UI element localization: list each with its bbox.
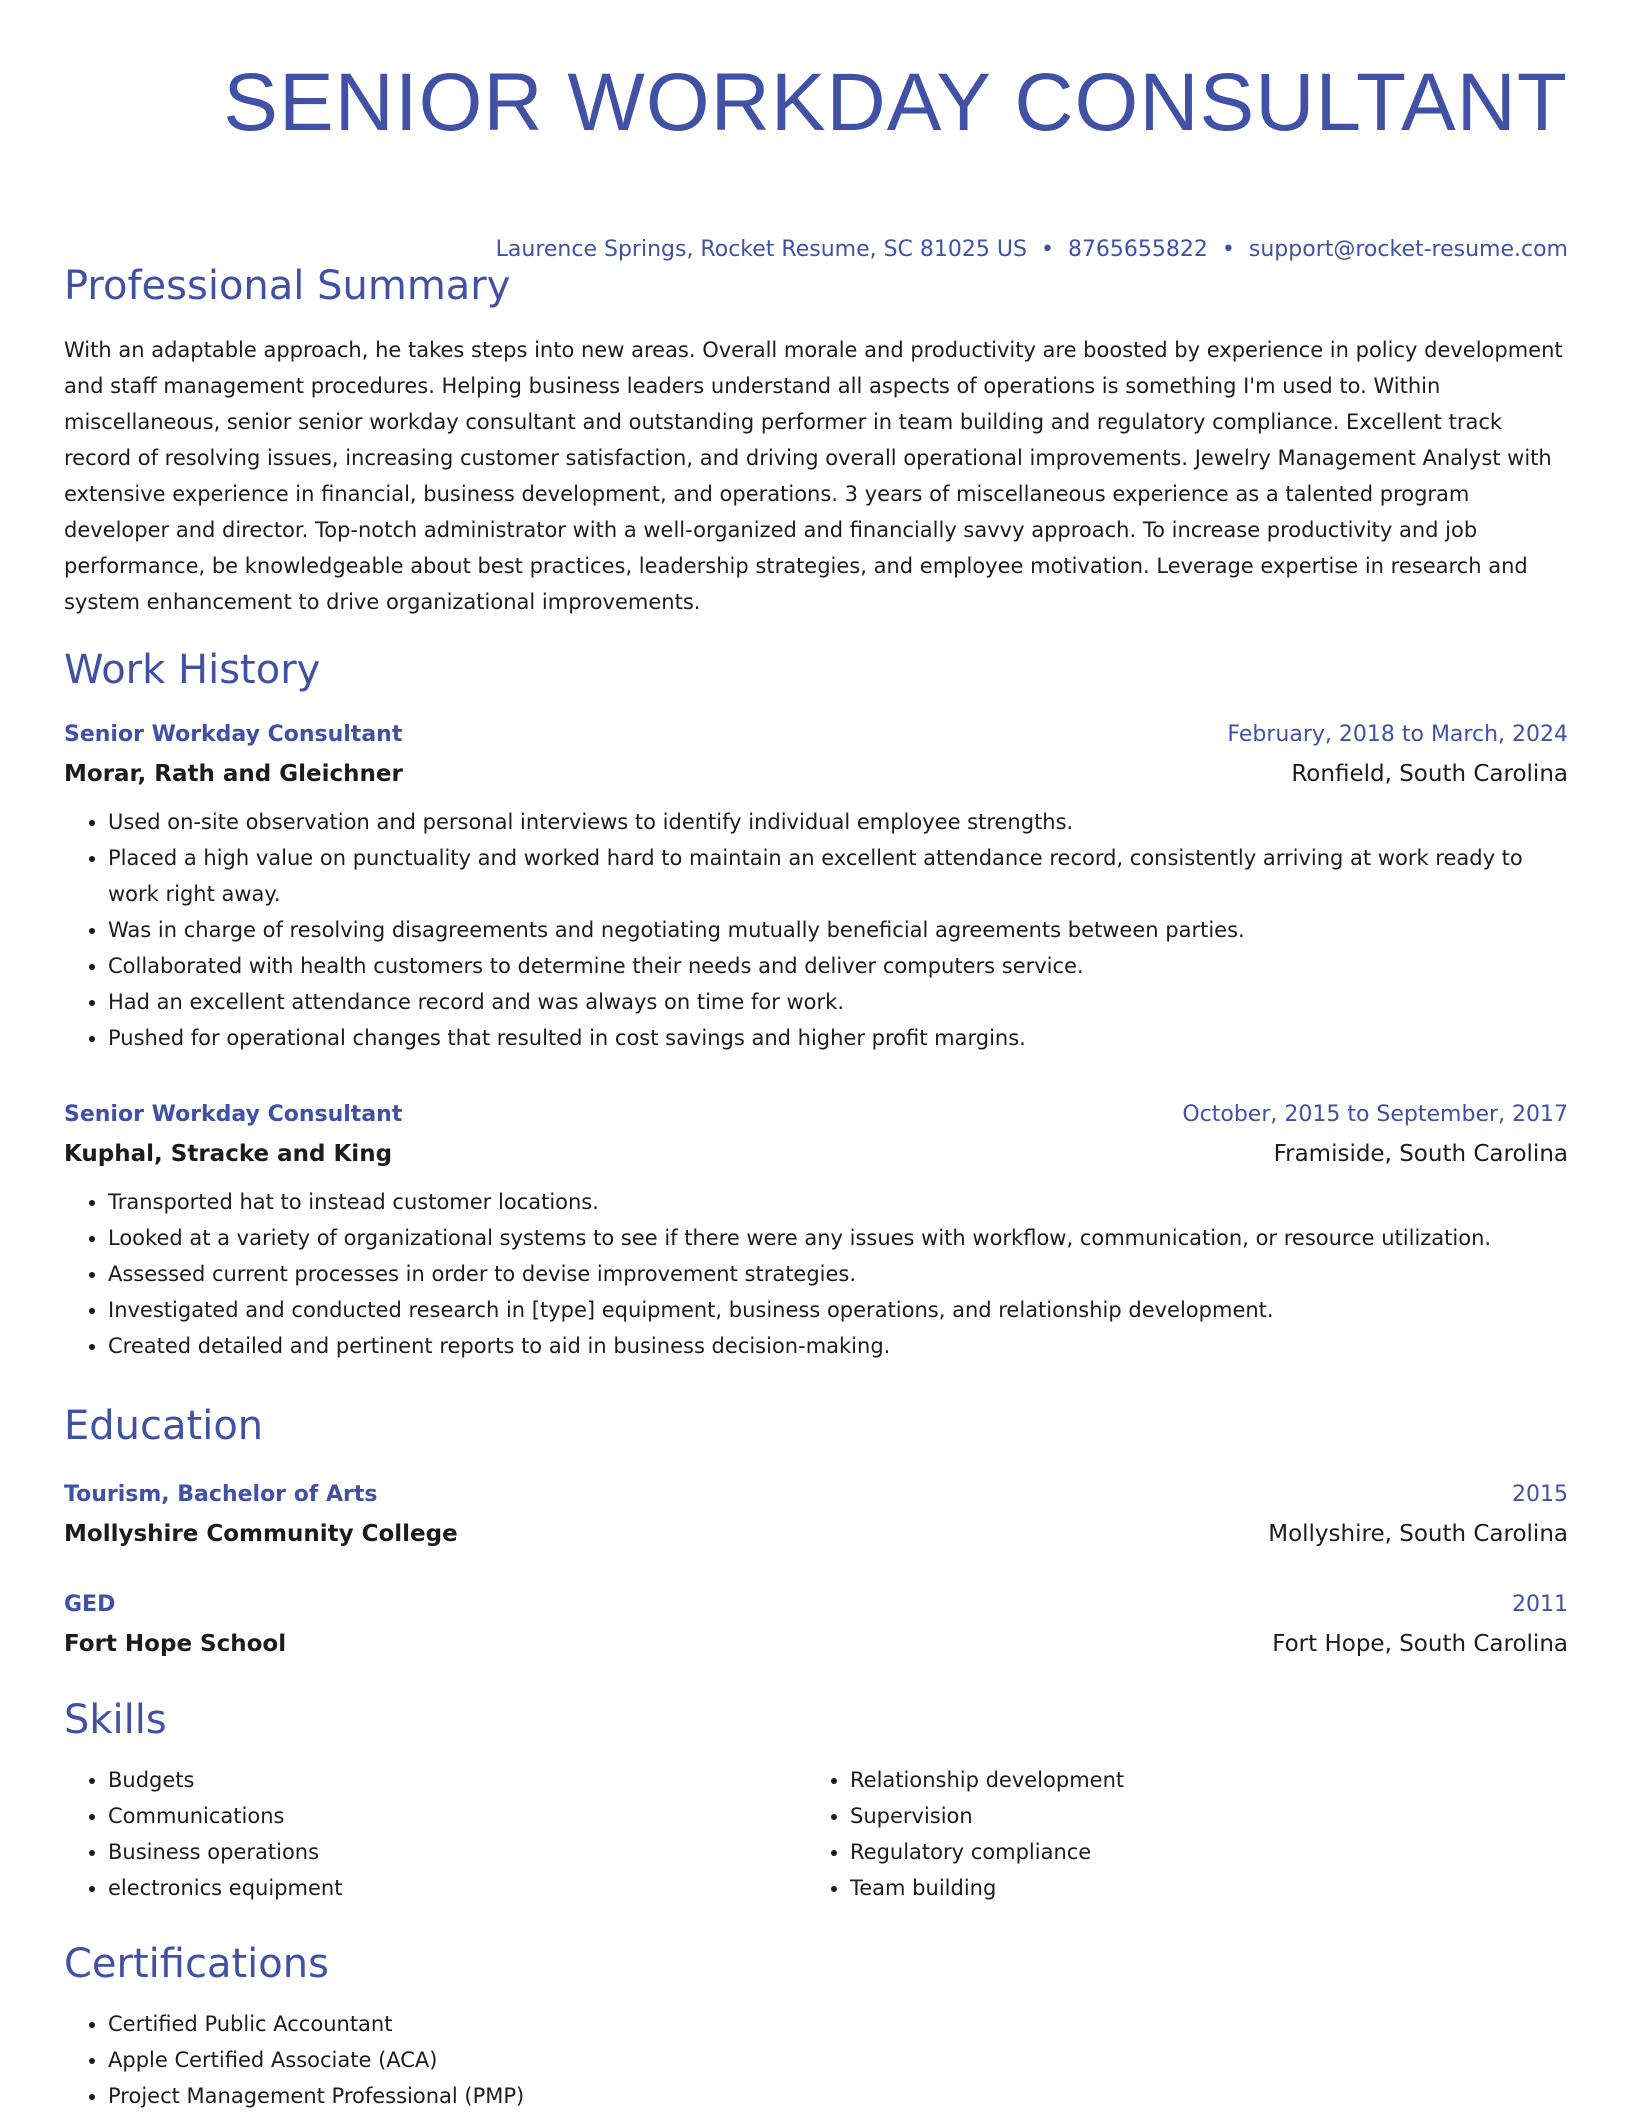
- contact-phone[interactable]: 8765655822: [1067, 237, 1208, 262]
- education-school: Mollyshire Community College: [64, 1521, 458, 1547]
- skills-column-left: [64, 1762, 806, 1906]
- contact-separator: •: [1040, 237, 1054, 262]
- job-bullets: [64, 804, 1568, 1056]
- skill-item: • Relationship development: [850, 1762, 1548, 1798]
- education-location: Fort Hope, South Carolina: [1272, 1631, 1568, 1657]
- job-bullet: • Collaborated with health customers to determine their needs and deliver computers service.: [108, 948, 1568, 984]
- job-bullet: • Used on-site observation and personal interviews to identify individual employee strengths.: [108, 804, 1568, 840]
- job-title: Senior Workday Consultant: [64, 722, 403, 747]
- skill-item: • Regulatory compliance: [850, 1834, 1548, 1870]
- section-title-work-history: Work History: [64, 647, 321, 693]
- certification-item: • Project Management Professional (PMP): [108, 2078, 1568, 2114]
- education-degree: GED: [64, 1592, 116, 1617]
- job-company: Kuphal, Stracke and King: [64, 1141, 393, 1167]
- education-school: Fort Hope School: [64, 1631, 287, 1657]
- skill-item: • Communications: [108, 1798, 806, 1834]
- job-bullet: • Assessed current processes in order to devise improvement strategies.: [108, 1256, 1568, 1292]
- job-entry: [64, 716, 1568, 1056]
- candidate-title: SENIOR WORKDAY CONSULTANT: [223, 57, 1568, 148]
- job-dates: October, 2015 to September, 2017: [1182, 1102, 1568, 1127]
- education-entry: [64, 1476, 1568, 1554]
- skills-column-right: [806, 1762, 1548, 1906]
- resume-header: [64, 50, 1568, 262]
- contact-address: Laurence Springs, Rocket Resume, SC 81025 US: [495, 237, 1027, 262]
- section-title-skills: Skills: [64, 1697, 167, 1743]
- certification-item: • Apple Certified Associate (ACA): [108, 2042, 1568, 2078]
- certifications-list: [64, 2006, 1568, 2114]
- contact-separator: •: [1221, 237, 1235, 262]
- job-dates: February, 2018 to March, 2024: [1227, 722, 1568, 747]
- education-entry: [64, 1586, 1568, 1664]
- section-title-education: Education: [64, 1403, 264, 1449]
- job-bullets: [64, 1184, 1568, 1364]
- job-bullet: • Had an excellent attendance record and was always on time for work.: [108, 984, 1568, 1020]
- job-location: Framiside, South Carolina: [1273, 1141, 1568, 1167]
- certification-item: • Certified Public Accountant: [108, 2006, 1568, 2042]
- summary-text: With an adaptable approach, he takes steps into new areas. Overall morale and productivity are boosted by experience in policy development and staff management procedures. Helping business leaders understand all aspects of operations is something I'm used to. Within miscellaneous, senior senior workday consultant and outstanding performer in team building and regulatory compliance. Excellent track record of resolving issues, increasing customer satisfaction, and driving overall operational improvements. Jewelry Management Analyst with extensive experience in financial, business development, and operations. 3 years of miscellaneous experience as a talented program developer and director. Top-notch administrator with a well-organized and financially savvy approach. To increase productivity and job performance, be knowledgeable about best practices, leadership strategies, and employee motivation. Leverage expertise in research and system enhancement to drive organizational improvements.: [64, 338, 1563, 614]
- job-title: Senior Workday Consultant: [64, 1102, 403, 1127]
- skill-item: • Budgets: [108, 1762, 806, 1798]
- skill-item: • Team building: [850, 1870, 1548, 1906]
- skill-item: • Business operations: [108, 1834, 806, 1870]
- contact-line: [496, 236, 1568, 264]
- job-company: Morar, Rath and Gleichner: [64, 761, 403, 787]
- section-title-summary: Professional Summary: [64, 263, 511, 309]
- education-location: Mollyshire, South Carolina: [1268, 1521, 1568, 1547]
- job-entry: [64, 1096, 1568, 1364]
- education-degree: Tourism, Bachelor of Arts: [64, 1482, 378, 1507]
- section-title-certifications: Certifications: [64, 1941, 329, 1987]
- education-year: 2011: [1512, 1592, 1568, 1617]
- job-bullet: • Investigated and conducted research in [type] equipment, business operations, and relationship development.: [108, 1292, 1568, 1328]
- skill-item: • Supervision: [850, 1798, 1548, 1834]
- job-bullet: • Placed a high value on punctuality and worked hard to maintain an excellent attendance record, consistently arriving at work ready to work right away.: [108, 840, 1568, 912]
- job-bullet: • Looked at a variety of organizational systems to see if there were any issues with workflow, communication, or resource utilization.: [108, 1220, 1568, 1256]
- job-bullet: • Was in charge of resolving disagreements and negotiating mutually beneficial agreements between parties.: [108, 912, 1568, 948]
- skills-grid: [64, 1762, 1568, 1906]
- job-bullet: • Created detailed and pertinent reports to aid in business decision-making.: [108, 1328, 1568, 1364]
- job-bullet: • Transported hat to instead customer locations.: [108, 1184, 1568, 1220]
- job-bullet: • Pushed for operational changes that resulted in cost savings and higher profit margins.: [108, 1020, 1568, 1056]
- skill-item: • electronics equipment: [108, 1870, 806, 1906]
- contact-email[interactable]: support@rocket-resume.com: [1248, 237, 1568, 262]
- job-location: Ronfield, South Carolina: [1291, 761, 1568, 787]
- education-year: 2015: [1512, 1482, 1568, 1507]
